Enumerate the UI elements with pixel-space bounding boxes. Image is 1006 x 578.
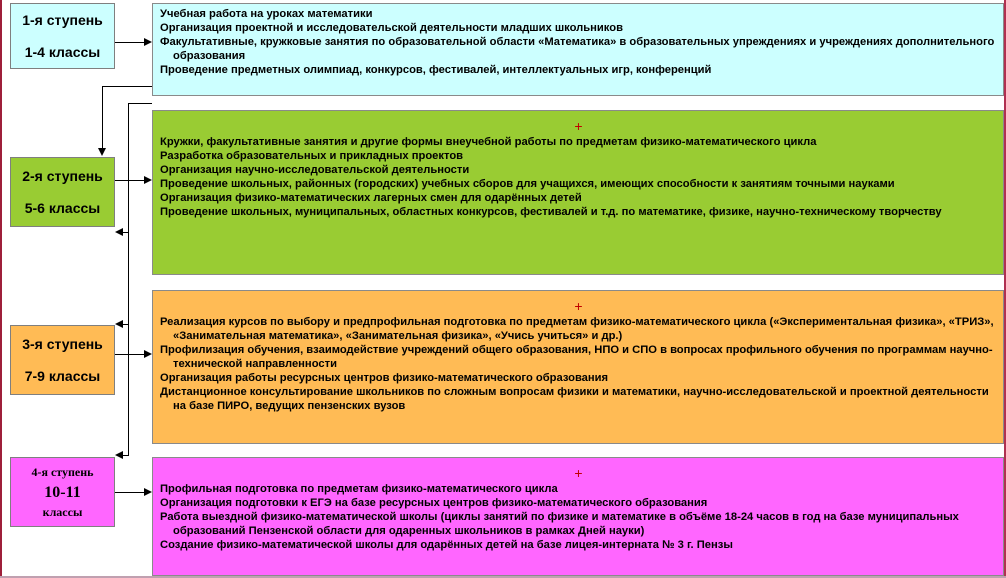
stage-1-title: 1-я ступень: [22, 12, 103, 28]
plus-sign: +: [574, 298, 583, 314]
arrowhead: [144, 350, 152, 358]
stage-4-activities-box: [152, 457, 1004, 576]
connector-line: [115, 354, 145, 355]
stage-3-activities-box: [152, 290, 1004, 444]
stage-3-classes: 7-9 классы: [24, 368, 101, 384]
stage-2-activity: Организация научно-исследовательской деятельности: [160, 164, 470, 176]
stage-2-activity: Проведение школьных, районных (городских) учебных сборов для учащихся, имеющих способности к занятиям точными науками: [160, 178, 895, 190]
stage-4-title: 4-я ступень: [31, 465, 94, 479]
connector-line: [115, 180, 145, 181]
connector-line: [115, 492, 145, 493]
stage-4-activity: Организация подготовки к ЕГЭ на базе ресурсных центров физико-математического образования: [160, 497, 708, 509]
stage-1-activities-box: [152, 3, 1004, 96]
stage-1-activity: Организация проектной и исследовательской деятельности младших школьников: [160, 22, 623, 34]
arrowhead: [144, 38, 152, 46]
stage-2-classes: 5-6 классы: [24, 200, 101, 216]
stage-1-activity: Факультативные, кружковые занятия по образовательной области «Математика» в образовательных упреждениях и учреждениях дополнительного образования: [160, 36, 995, 62]
stage-2-activity: Кружки, факультативные занятия и другие формы внеучебной работы по предметам физико-математического цикла: [160, 136, 817, 148]
arrowhead: [144, 488, 152, 496]
stage-2-title: 2-я ступень: [22, 168, 103, 184]
plus-sign: +: [574, 118, 583, 134]
stage-4-activity: Работа выездной физико-математической школы (циклы занятий по физике и математике в объёме 18-24 часов в год на базе муниципальных образований Пензенской области для одаренных школьников в рамках Дней науки): [160, 511, 959, 537]
stage-2-activity: Организация физико-математических лагерных смен для одарённых детей: [160, 192, 582, 204]
arrowhead: [115, 228, 123, 236]
stage-2-activity: Разработка образовательных и прикладных проектов: [160, 150, 464, 162]
stage-1-activity: Проведение предметных олимпиад, конкурсов, фестивалей, интеллектуальных игр, конференций: [160, 64, 712, 76]
stage-3-activity: Профилизация обучения, взаимодействие учреждений общего образования, НПО и СПО в вопросах профильного обучения по программам научно-технической направленности: [160, 344, 993, 370]
stage-4-box: [10, 457, 115, 527]
plus-sign: +: [574, 465, 583, 481]
stage-3-activity: Реализация курсов по выбору и предпрофильная подготовка по предметам физико-математического цикла («Экспериментальная физика», «ТРИЗ», «Занимательная математика», «Занимательная физика», «Учись учиться» и др.): [160, 316, 994, 342]
arrowhead: [98, 148, 106, 156]
stage-3-box: [10, 325, 115, 395]
connector-line: [128, 103, 152, 104]
arrowhead: [144, 176, 152, 184]
connector-line: [102, 86, 103, 148]
stage-4-classes-word: классы: [42, 505, 83, 519]
stage-1-box: [10, 3, 115, 69]
connector-line: [102, 86, 152, 87]
stage-4-classes-number: 10-11: [44, 484, 81, 501]
stage-4-activity: Создание физико-математической школы для одарённых детей на базе лицея-интерната № 3 г. Пензы: [160, 539, 733, 551]
connector-line: [122, 324, 129, 325]
stage-1-activity: Учебная работа на уроках математики: [160, 8, 373, 20]
connector-line: [122, 232, 129, 233]
stage-3-activity: Организация работы ресурсных центров физико-математического образования: [160, 372, 609, 384]
stage-2-activity: Проведение школьных, муниципальных, областных конкурсов, фестивалей и т.д. по математике, физике, научно-техническому творчеству: [160, 206, 942, 218]
stage-1-classes: 1-4 классы: [24, 44, 101, 60]
connector-line: [122, 455, 129, 456]
stage-3-activity: Дистанционное консультирование школьников по сложным вопросам физики и математики, научно-исследовательской и проектной деятельности на базе ПИРО, ведущих пензенских вузов: [160, 386, 989, 412]
connector-line: [115, 42, 145, 43]
stage-2-activities-box: [152, 110, 1004, 275]
stage-4-activity: Профильная подготовка по предметам физико-математического цикла: [160, 483, 558, 495]
frame-left-border: [0, 0, 2, 578]
arrowhead: [115, 451, 123, 459]
connector-line: [128, 103, 129, 455]
arrowhead: [115, 320, 123, 328]
stage-3-title: 3-я ступень: [22, 336, 103, 352]
stage-2-box: [10, 157, 115, 227]
